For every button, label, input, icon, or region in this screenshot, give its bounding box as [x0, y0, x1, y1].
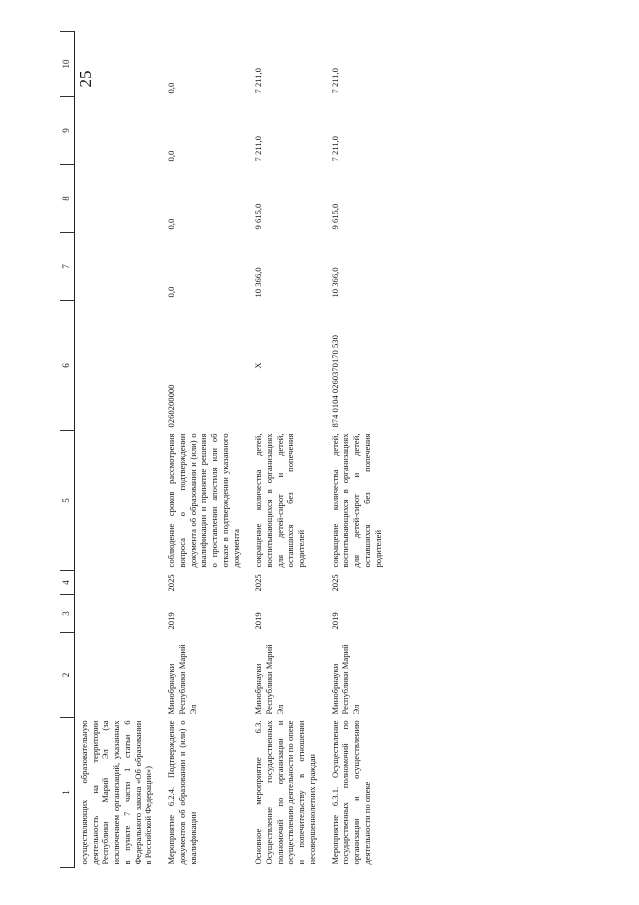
cell-event-name: Основное мероприятие 6.3. Осуществление государственных полномочий по организации и осуществлению деятельности по опеке и попечительству в отношении несовершеннолетних граждан	[253, 720, 317, 865]
cell-end-year: 2025	[329, 574, 340, 592]
column-header: 7	[60, 233, 75, 301]
cell-result: сокращение количества детей, воспитывающихся в организациях для детей-сирот и детей, оставшихся без попечения родителей	[329, 433, 383, 568]
column-header: 1	[60, 718, 75, 868]
cell-start-year: 2019	[253, 612, 264, 630]
cell-start-year: 2019	[329, 612, 340, 630]
cell-executor: Минобрнауки Республики Марий Эл	[253, 644, 285, 715]
cell-event-name: Мероприятие 6.3.1. Осуществление государственных полномочий по организации и осуществлению деятельности по опеке	[329, 720, 372, 865]
column-header: 5	[60, 431, 75, 571]
cell-end-year: 2025	[166, 574, 177, 592]
cell-value: 10 366,0	[253, 267, 264, 298]
column-header: 4	[60, 571, 75, 595]
column-number-header	[60, 32, 75, 868]
table-row	[243, 32, 319, 868]
cell-executor: Минобрнауки Республики Марий Эл	[166, 644, 198, 715]
column-header: 3	[60, 595, 75, 633]
table-row	[320, 32, 386, 868]
cell-value: 7 211,0	[253, 136, 264, 162]
rotated-table-wrapper	[60, 32, 600, 868]
cell-value: 9 615,0	[253, 203, 264, 230]
table-row	[156, 32, 243, 868]
cell-code: 874 0104 0260370170 530	[329, 335, 340, 428]
column-header: 6	[60, 301, 75, 431]
cell-value: 9 615,0	[329, 203, 340, 230]
column-header: 10	[60, 32, 75, 97]
cell-value: 0,0	[166, 218, 177, 230]
cell-executor: Минобрнауки Республики Марий Эл	[329, 644, 362, 715]
cell-value: 7 211,0	[329, 68, 340, 94]
program-table	[60, 31, 385, 868]
cell-start-year: 2019	[166, 612, 177, 630]
cell-code: 0260200000	[166, 384, 177, 428]
cell-event-name: осуществляющих образовательную деятельность на территории Республики Марий Эл (за исключением организаций, указанных в пункте 7 части 1 статьи 6 Федерального закона «Об образовании в Российской Федерации»)	[79, 720, 154, 865]
cell-value: 0,0	[166, 82, 177, 94]
cell-result: сокращение количества детей, воспитывающихся в организациях для детей-сирот и детей, оставшихся без попечения родителей	[253, 433, 307, 568]
cell-value: 0,0	[166, 150, 177, 162]
page-number: 25	[76, 70, 95, 88]
cell-result: соблюдение сроков рассмотрения вопроса о подтверждении документа об образовании и (или) о квалификации и принятие решения о проставлении апостиля или об отказе в подтверждении указанного документа	[166, 433, 241, 568]
column-header: 8	[60, 165, 75, 233]
column-header: 2	[60, 633, 75, 718]
cell-value: 7 211,0	[253, 68, 264, 94]
table-row-continuation	[75, 32, 157, 868]
cell-value: 10 366,0	[329, 267, 340, 298]
cell-event-name: Мероприятие 6.2.4. Подтверждение документов об образовании и (или) о квалификации	[166, 720, 198, 865]
cell-code: Х	[253, 362, 264, 369]
column-header: 9	[60, 97, 75, 165]
cell-value: 7 211,0	[329, 136, 340, 162]
cell-end-year: 2025	[253, 574, 264, 592]
cell-value: 0,0	[166, 286, 177, 298]
